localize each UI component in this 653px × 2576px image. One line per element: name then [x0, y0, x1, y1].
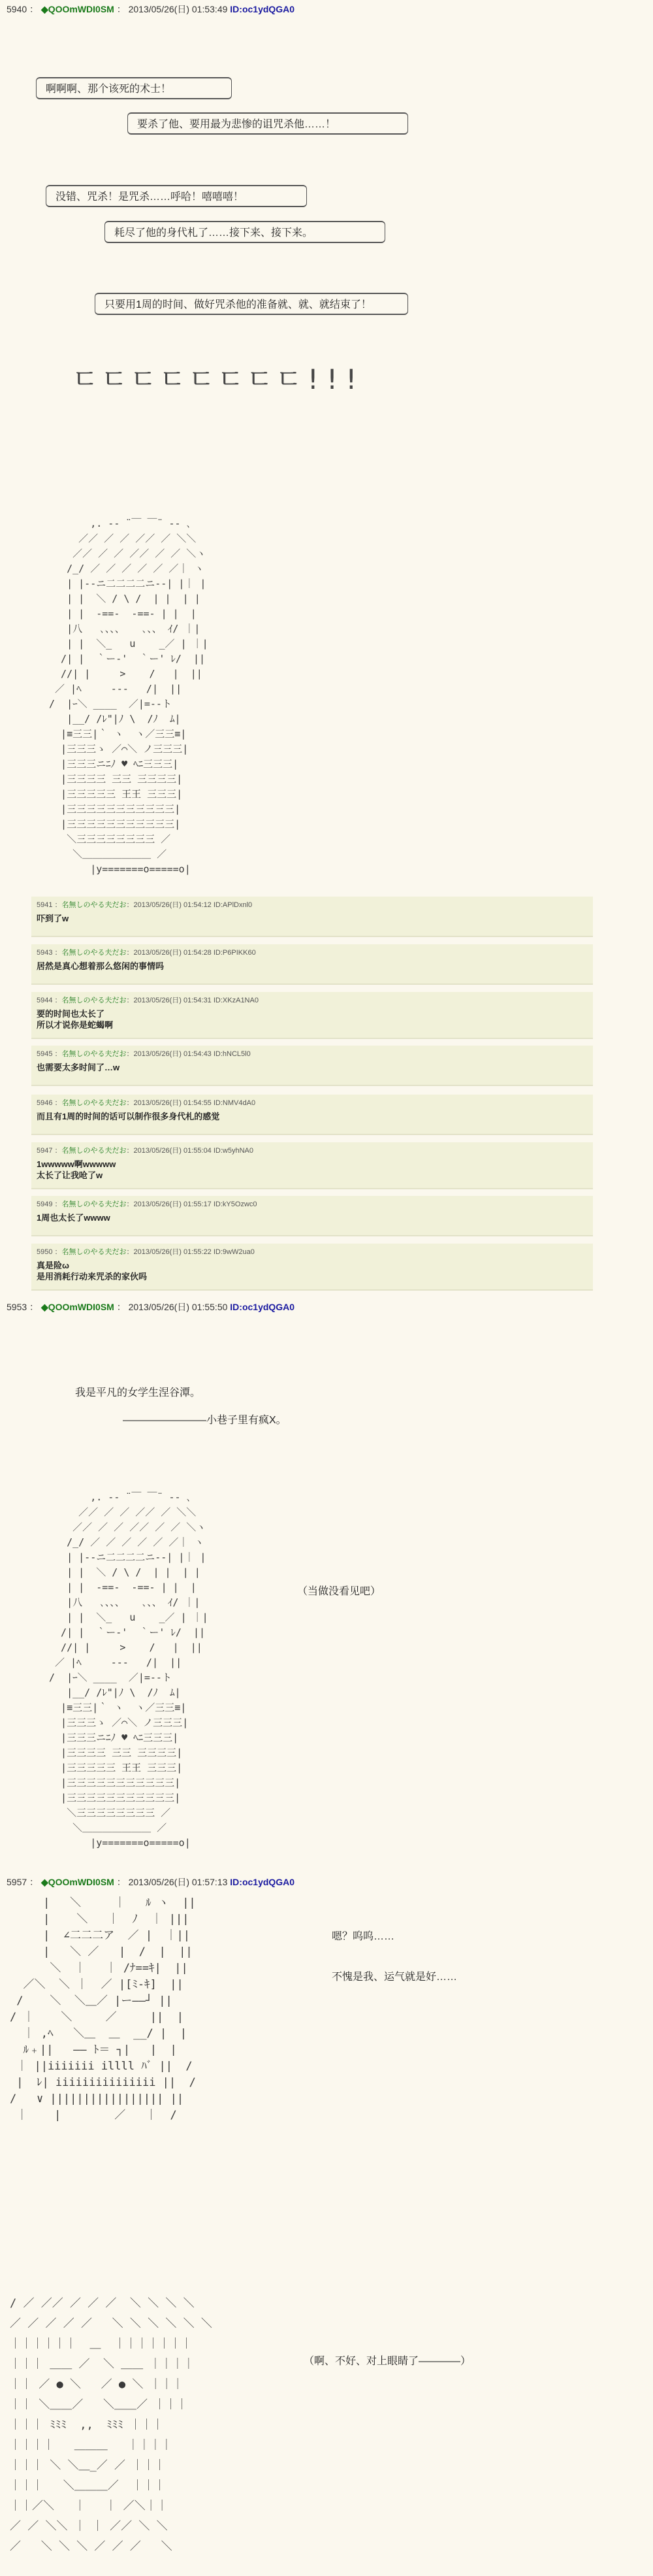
reply-id[interactable]: ID:9wW2ua0 — [213, 1248, 255, 1256]
reply-id[interactable]: ID:hNCL5l0 — [213, 1050, 251, 1058]
post-header: 5940 ： ◆QOOmWDI0SM ： 2013/05/26(日) 01:53:49 ID:oc1ydQGA0 — [7, 4, 295, 14]
reply-author: 名無しのやる夫だお — [61, 901, 127, 909]
reply-id[interactable]: ID:NMV4dA0 — [213, 1099, 256, 1107]
speech-bubble — [104, 221, 385, 243]
reply-number[interactable]: 5945 — [37, 1050, 53, 1058]
reply-author: 名無しのやる夫だお — [61, 1248, 127, 1256]
reply-body: 而且有1周的时间的话可以制作很多身代札的感觉 — [37, 1112, 220, 1121]
reply-meta: 5947 ：名無しのやる夫だお：2013/05/26(日) 01:55:04 ID:w5yhNA0 — [37, 1147, 254, 1155]
post-author: ◆QOOmWDI0SM — [40, 1302, 114, 1312]
reply-body: 也需要太多时间了…w — [37, 1063, 120, 1072]
bubble-text: 啊啊啊、那个该死的术士！ — [46, 84, 172, 95]
reply-post — [31, 992, 593, 1039]
face-closeup-ascii-art: / ／ ／／ ／ ／ ／ ＼ ＼ ＼ ＼ ／ ／ ／ ／ ／ ＼ ＼ ＼ ＼ ＼ ＼ ｜｜｜｜｜｜ ＿ ｜｜｜｜｜｜｜ ｜｜｜ ＿＿ ／ ＼ ＿＿ ｜｜｜｜ ｜｜ ／ ● ＼ ／ ● ＼ ｜｜｜ ｜｜ ＼＿＿／ ＼＿＿／ ｜｜｜ ｜｜｜ ﾐﾐﾐ ,, ﾐﾐﾐ ｜｜｜ ｜｜｜｜ ＿＿＿ ｜｜｜｜ ｜｜｜ ＼ ＼＿_／ ／ ｜｜｜ ｜｜｜ ＼＿＿＿／ ｜｜｜ ｜｜／＼ ｜ ｜ ／＼｜｜ ／ ／ ＼＼ ｜ ｜ ／／ ＼ ＼ ／ ＼ ＼ ＼ ／ ／ ／ ＼ — [10, 2297, 212, 2553]
reply-number[interactable]: 5950 — [37, 1248, 53, 1256]
bubble-text: 耗尽了他的身代札了……接下来、接下来。 — [114, 227, 313, 239]
post-id[interactable]: ID:oc1ydQGA0 — [230, 4, 295, 14]
reply-body: 居然是真心想着那么悠闲的事情吗 — [37, 961, 165, 971]
post-author: ◆QOOmWDI0SM — [40, 4, 114, 14]
speech-bubble — [95, 293, 408, 315]
reply-body: 真是险ω 是用消耗行动来咒杀的家伙吗 — [37, 1261, 148, 1281]
reply-date: 2013/05/26(日) 01:54:12 — [133, 901, 212, 909]
post-number[interactable]: 5953 — [7, 1302, 27, 1312]
reply-post — [31, 1244, 593, 1291]
reply-date: 2013/05/26(日) 01:54:55 — [133, 1099, 212, 1107]
dialogue-line: 不愧是我、运气就是好…… — [332, 1972, 458, 1983]
reply-number[interactable]: 5944 — [37, 997, 53, 1004]
reply-post — [31, 1142, 593, 1189]
post-date: 2013/05/26(日) 01:53:49 — [128, 4, 228, 14]
speech-bubble — [36, 77, 232, 99]
reply-post — [31, 1196, 593, 1236]
reply-id[interactable]: ID:APlDxnl0 — [213, 901, 253, 909]
reply-post — [31, 1046, 593, 1086]
reply-number[interactable]: 5941 — [37, 901, 53, 909]
narration-line: ――――――――小巷子里有疯X。 — [123, 1415, 287, 1426]
reply-meta: 5943 ：名無しのやる夫だお：2013/05/26(日) 01:54:28 ID:P6PIKK60 — [37, 949, 256, 957]
dialogue-line: 嗯？呜呜…… — [332, 1931, 395, 1942]
reply-author: 名無しのやる夫だお — [61, 1050, 127, 1058]
reply-post — [31, 1095, 593, 1135]
reply-author: 名無しのやる夫だお — [61, 949, 127, 957]
reply-author: 名無しのやる夫だお — [61, 1200, 127, 1208]
reply-id[interactable]: ID:P6PIKK60 — [213, 949, 256, 957]
bubble-text: 没错、咒杀！是咒杀……呼哈！嘻嘻嘻！ — [56, 191, 244, 203]
post-header: 5957 ： ◆QOOmWDI0SM ： 2013/05/26(日) 01:57:13 ID:oc1ydQGA0 — [7, 1877, 295, 1887]
thought-text: （啊、不好、对上眼睛了――――） — [304, 2356, 471, 2367]
reply-body: 吓到了w — [37, 914, 69, 923]
reply-number[interactable]: 5947 — [37, 1147, 53, 1155]
bubble-text: 要杀了他、要用最为悲惨的诅咒杀他……！ — [137, 119, 336, 130]
reply-id[interactable]: ID:XKzA1NA0 — [213, 997, 259, 1004]
girl-ascii-art: ,. -‐ ¨￣ ￣¨ ‐- ､ ／／ ／ ／ ／／ ／ ＼＼ ／／ ／ ／ ／／ ／ ／ ＼ヽ /_/ ／ ／ ／ ／ ／ ／｜ ヽ | |-‐ニ二二二二ニ‐-| |｜ | | | ＼ / \ / | | | | | | ‐==‐ ‐==‐ | | | |八 ､、、、 ､、、 ｲ/ ｜| | | ＼_ u _／ | ｜| /| | ｀ー‐' ｀ー' ﾚ/ || //| | > / | || ／ |ﾍ ‐-‐ /| || / |ｰ＼ ____ ／|=‐‐ト |__/ /ﾚ"|ﾉ \ /ﾉ ﾑ| |≡三三|｀ ヽ ヽ／三三≡| |三三三ゝ ／⌒＼ ノ三三三| |三三三ニﾆﾉ ♥ ﾍﾆ三三三| |三三三三 三三 三三三三| |三三三三三 王王 三三三| |三三三三三三三三三三三| |三三三三三三三三三三三| ＼三三三三三三三三 ／ ＼＿＿＿＿＿＿＿ ／ |y=======o=====o| — [49, 518, 208, 875]
reply-date: 2013/05/26(日) 01:54:28 — [133, 949, 212, 957]
reply-date: 2013/05/26(日) 01:55:22 — [133, 1248, 212, 1256]
reply-author: 名無しのやる夫だお — [61, 1147, 127, 1155]
reply-meta: 5946 ：名無しのやる夫だお：2013/05/26(日) 01:54:55 ID:NMV4dA0 — [37, 1099, 256, 1107]
reply-body: 要的时间也太长了 所以才说你是蛇蝎啊 — [37, 1009, 114, 1030]
post-id[interactable]: ID:oc1ydQGA0 — [230, 1877, 295, 1887]
narration-line: 我是平凡的女学生涅谷潭。 — [75, 1387, 201, 1398]
reply-author: 名無しのやる夫だお — [61, 1099, 127, 1107]
post-number[interactable]: 5957 — [7, 1877, 27, 1887]
reply-date: 2013/05/26(日) 01:55:04 — [133, 1147, 212, 1155]
reply-meta: 5950 ：名無しのやる夫だお：2013/05/26(日) 01:55:22 ID:9wW2ua0 — [37, 1248, 255, 1256]
bubble-text: 只要用1周的时间、做好咒杀他的准备就、就、就结束了！ — [104, 299, 372, 310]
girl-ascii-art: ,. -‐ ¨￣ ￣¨ ‐- ､ ／／ ／ ／ ／／ ／ ＼＼ ／／ ／ ／ ／／ ／ ／ ＼ヽ /_/ ／ ／ ／ ／ ／ ／｜ ヽ | |-‐ニ二二二二ニ‐-| |｜ | | | ＼ / \ / | | | | | | ‐==‐ ‐==‐ | | | |八 ､、、、 ､、、 ｲ/ ｜| | | ＼_ u _／ | ｜| /| | ｀ー‐' ｀ー' ﾚ/ || //| | > / | || ／ |ﾍ ‐-‐ /| || / |ｰ＼ ____ ／|=‐‐ト |__/ /ﾚ"|ﾉ \ /ﾉ ﾑ| |≡三三|｀ ヽ ヽ／三三≡| |三三三ゝ ／⌒＼ ノ三三三| |三三三ニﾆﾉ ♥ ﾍﾆ三三三| |三三三三 三三 三三三三| |三三三三三 王王 三三三| |三三三三三三三三三三三| |三三三三三三三三三三三| ＼三三三三三三三三 ／ ＼＿＿＿＿＿＿＿ ／ |y=======o=====o| — [49, 1491, 208, 1849]
reply-date: 2013/05/26(日) 01:54:43 — [133, 1050, 212, 1058]
reply-meta: 5941 ：名無しのやる夫だお：2013/05/26(日) 01:54:12 ID:APlDxnl0 — [37, 901, 253, 909]
reply-id[interactable]: ID:w5yhNA0 — [213, 1147, 254, 1155]
reply-body: 1周也太长了wwww — [37, 1213, 110, 1223]
reply-number[interactable]: 5949 — [37, 1200, 53, 1208]
reply-id[interactable]: ID:kY5Ozwc0 — [213, 1200, 257, 1208]
reply-number[interactable]: 5946 — [37, 1099, 53, 1107]
reply-post — [31, 897, 593, 937]
peeking-girl-ascii-art: | ＼ ｜ ﾙ ヽ || | ＼ ｜ ﾉ ｜ ||| | ∠二二二ア ／ | ｜|| | ＼ ／ | / | || ＼ ｜ ｜ /ﾅ==ｷ| || ／＼ ＼ ｜ ／ |[ﾐ-ｷ] || / ＼ ＼＿／ |ー――┘ || / ｜ ＼ ／ || | ｜ ,ﾍ ＼＿ ＿ __/ | | ﾙ﹢|| ―― ﾄ＝ ┐| | | ｜ ||iiiiiii illll ﾊﾞ || / | ﾚ| iiiiiiiiiiiiiii || / / ∨ ||||||||||||||||| || ｜ | ／ ｜ / — [10, 1896, 196, 2122]
reply-number[interactable]: 5943 — [37, 949, 53, 957]
post-author: ◆QOOmWDI0SM — [40, 1877, 114, 1887]
shock-sound-effect: ㄷㄷㄷㄷㄷㄷㄷㄷ!!! — [72, 363, 362, 395]
post-header: 5953 ： ◆QOOmWDI0SM ： 2013/05/26(日) 01:55:50 ID:oc1ydQGA0 — [7, 1302, 295, 1312]
post-date: 2013/05/26(日) 01:57:13 — [128, 1877, 228, 1887]
reply-date: 2013/05/26(日) 01:55:17 — [133, 1200, 212, 1208]
reply-meta: 5945 ：名無しのやる夫だお：2013/05/26(日) 01:54:43 ID:hNCL5l0 — [37, 1050, 251, 1058]
thought-text: （当做没看见吧） — [297, 1586, 381, 1597]
speech-bubble — [127, 112, 408, 135]
reply-body: 1wwwww啊wwwww 太长了让我呛了w — [37, 1159, 116, 1180]
post-date: 2013/05/26(日) 01:55:50 — [128, 1302, 228, 1312]
speech-bubble — [46, 185, 307, 207]
post-id[interactable]: ID:oc1ydQGA0 — [230, 1302, 295, 1312]
reply-post — [31, 944, 593, 985]
reply-meta: 5949 ：名無しのやる夫だお：2013/05/26(日) 01:55:17 ID:kY5Ozwc0 — [37, 1200, 257, 1208]
reply-author: 名無しのやる夫だお — [61, 997, 127, 1004]
post-number[interactable]: 5940 — [7, 4, 27, 14]
reply-meta: 5944 ：名無しのやる夫だお：2013/05/26(日) 01:54:31 ID:XKzA1NA0 — [37, 997, 259, 1004]
reply-date: 2013/05/26(日) 01:54:31 — [133, 997, 212, 1004]
